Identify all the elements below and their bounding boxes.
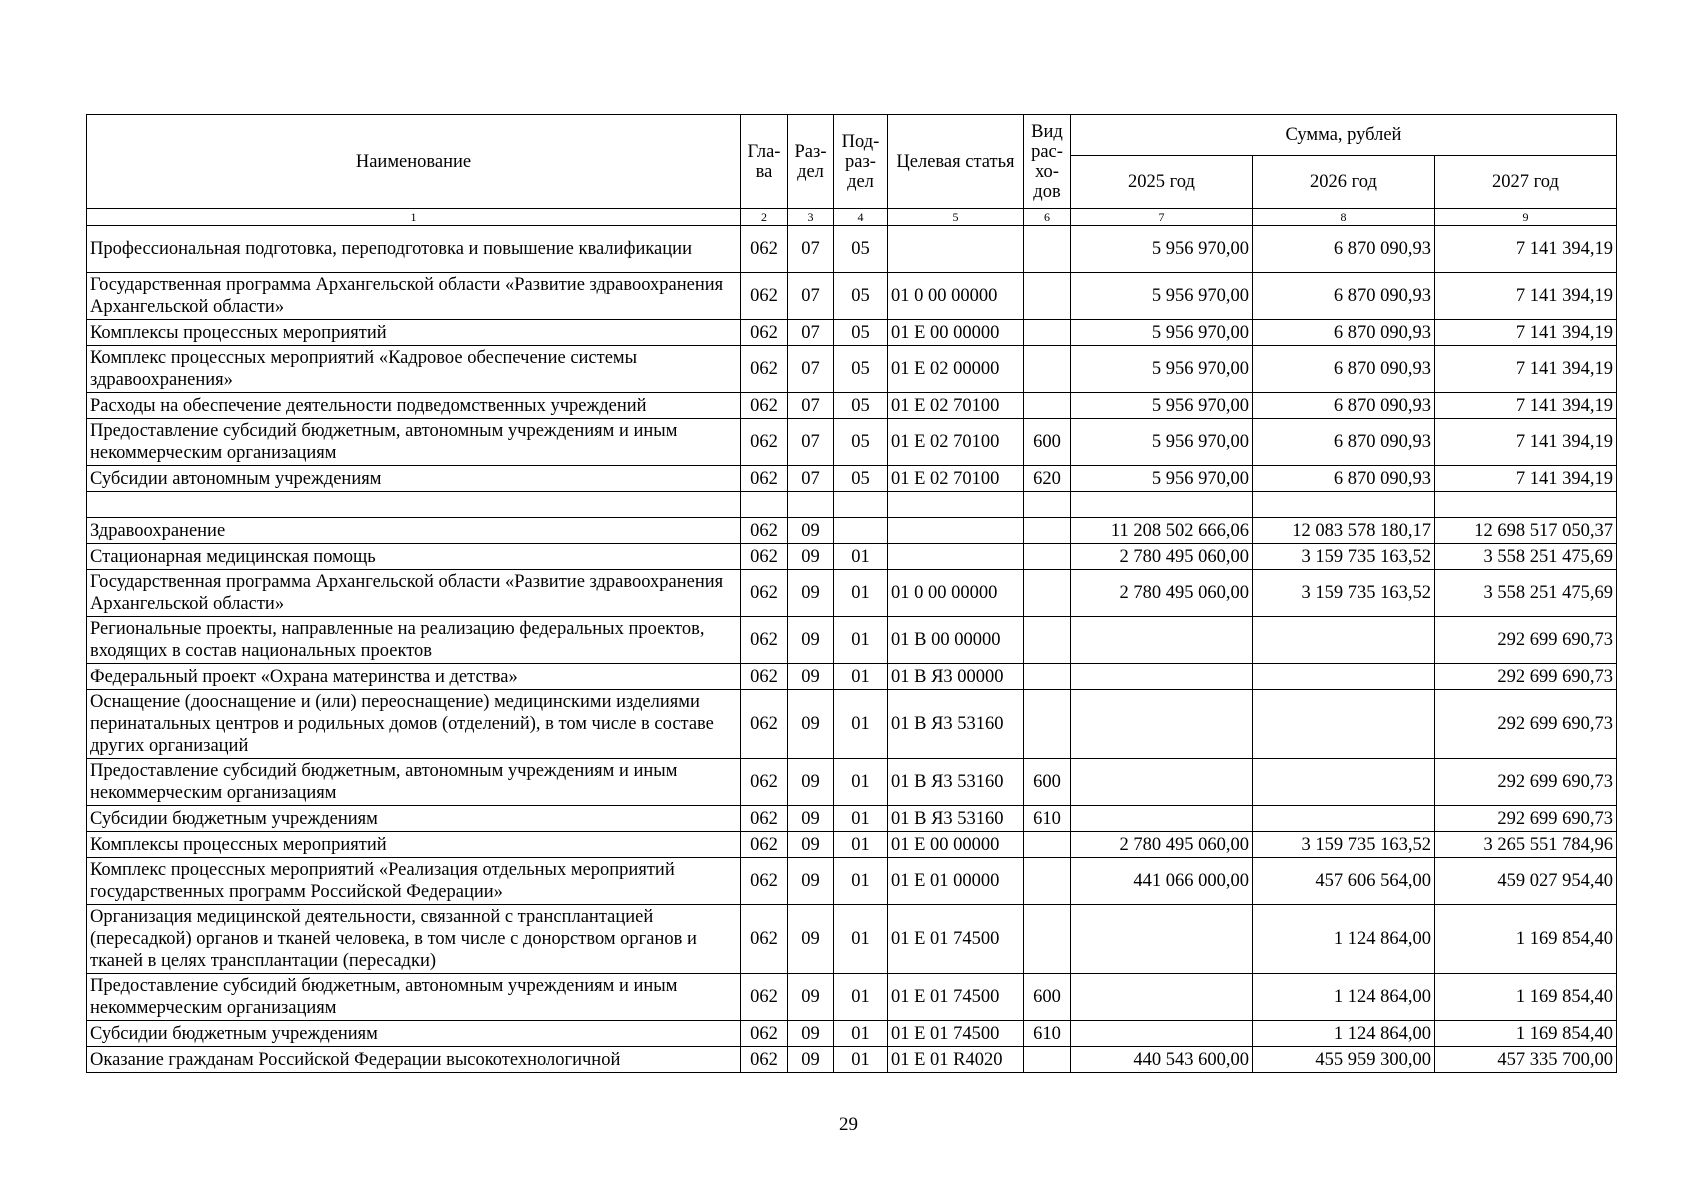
table-row bbox=[87, 905, 1617, 974]
header-summa: Сумма, рублей bbox=[1071, 115, 1617, 156]
row-name: Субсидии бюджетным учреждениям bbox=[87, 806, 741, 832]
row-sum-2026: 6 870 090,93 bbox=[1253, 273, 1435, 320]
row-tselevaya-statya: 01 Е 01 00000 bbox=[888, 858, 1024, 905]
row-razdel: 09 bbox=[788, 1021, 834, 1047]
row-sum-2025 bbox=[1071, 759, 1253, 806]
table-row bbox=[87, 1021, 1617, 1047]
row-glava: 062 bbox=[741, 858, 788, 905]
row-name: Профессиональная подготовка, переподготовка и повышение квалификации bbox=[87, 226, 741, 273]
row-glava: 062 bbox=[741, 759, 788, 806]
row-glava: 062 bbox=[741, 1047, 788, 1073]
row-razdel: 09 bbox=[788, 1047, 834, 1073]
row-sum-2025 bbox=[1071, 492, 1253, 518]
row-vid-raskhodov bbox=[1024, 858, 1071, 905]
row-sum-2025 bbox=[1071, 1021, 1253, 1047]
row-podrazdel: 05 bbox=[834, 419, 888, 466]
row-sum-2025: 5 956 970,00 bbox=[1071, 393, 1253, 419]
table-row bbox=[87, 690, 1617, 759]
row-tselevaya-statya bbox=[888, 518, 1024, 544]
row-sum-2027: 7 141 394,19 bbox=[1435, 346, 1617, 393]
row-sum-2026: 3 159 735 163,52 bbox=[1253, 544, 1435, 570]
table-body bbox=[87, 226, 1617, 1073]
row-podrazdel: 01 bbox=[834, 544, 888, 570]
row-tselevaya-statya: 01 В 00 00000 bbox=[888, 617, 1024, 664]
row-tselevaya-statya: 01 В Я3 53160 bbox=[888, 759, 1024, 806]
row-glava: 062 bbox=[741, 974, 788, 1021]
row-tselevaya-statya: 01 0 00 00000 bbox=[888, 570, 1024, 617]
header-year-2027: 2027 год bbox=[1435, 156, 1617, 209]
row-vid-raskhodov bbox=[1024, 273, 1071, 320]
row-glava: 062 bbox=[741, 393, 788, 419]
column-number: 7 bbox=[1071, 209, 1253, 226]
table-row bbox=[87, 617, 1617, 664]
row-sum-2026: 6 870 090,93 bbox=[1253, 320, 1435, 346]
row-sum-2027: 7 141 394,19 bbox=[1435, 273, 1617, 320]
table-row bbox=[87, 466, 1617, 492]
row-glava: 062 bbox=[741, 320, 788, 346]
row-sum-2025: 2 780 495 060,00 bbox=[1071, 832, 1253, 858]
row-tselevaya-statya: 01 Е 01 74500 bbox=[888, 974, 1024, 1021]
row-glava: 062 bbox=[741, 570, 788, 617]
row-sum-2027: 7 141 394,19 bbox=[1435, 320, 1617, 346]
row-sum-2027: 292 699 690,73 bbox=[1435, 690, 1617, 759]
row-sum-2026: 6 870 090,93 bbox=[1253, 226, 1435, 273]
row-vid-raskhodov: 610 bbox=[1024, 806, 1071, 832]
row-sum-2025: 5 956 970,00 bbox=[1071, 320, 1253, 346]
row-podrazdel: 01 bbox=[834, 664, 888, 690]
row-podrazdel: 05 bbox=[834, 273, 888, 320]
row-sum-2026: 3 159 735 163,52 bbox=[1253, 832, 1435, 858]
row-sum-2027: 7 141 394,19 bbox=[1435, 393, 1617, 419]
row-sum-2026 bbox=[1253, 617, 1435, 664]
row-tselevaya-statya bbox=[888, 544, 1024, 570]
row-sum-2026: 6 870 090,93 bbox=[1253, 393, 1435, 419]
row-sum-2027: 292 699 690,73 bbox=[1435, 664, 1617, 690]
header-podrazdel: Под-раз-дел bbox=[834, 115, 888, 209]
row-sum-2025: 5 956 970,00 bbox=[1071, 226, 1253, 273]
table-header bbox=[87, 115, 1617, 226]
row-sum-2025: 11 208 502 666,06 bbox=[1071, 518, 1253, 544]
row-razdel: 09 bbox=[788, 664, 834, 690]
row-podrazdel: 01 bbox=[834, 617, 888, 664]
row-razdel: 09 bbox=[788, 974, 834, 1021]
row-tselevaya-statya: 01 Е 01 74500 bbox=[888, 1021, 1024, 1047]
row-vid-raskhodov bbox=[1024, 617, 1071, 664]
page-number: 29 bbox=[839, 1114, 858, 1135]
row-glava: 062 bbox=[741, 273, 788, 320]
row-name: Комплексы процессных мероприятий bbox=[87, 320, 741, 346]
row-sum-2027: 7 141 394,19 bbox=[1435, 419, 1617, 466]
row-podrazdel: 01 bbox=[834, 806, 888, 832]
row-sum-2025 bbox=[1071, 905, 1253, 974]
row-vid-raskhodov: 600 bbox=[1024, 419, 1071, 466]
row-sum-2027: 7 141 394,19 bbox=[1435, 466, 1617, 492]
row-razdel: 09 bbox=[788, 806, 834, 832]
row-vid-raskhodov bbox=[1024, 570, 1071, 617]
row-sum-2025: 5 956 970,00 bbox=[1071, 346, 1253, 393]
row-razdel: 07 bbox=[788, 320, 834, 346]
row-podrazdel: 05 bbox=[834, 466, 888, 492]
row-glava: 062 bbox=[741, 664, 788, 690]
table-row bbox=[87, 1047, 1617, 1073]
row-glava: 062 bbox=[741, 518, 788, 544]
row-sum-2025: 441 066 000,00 bbox=[1071, 858, 1253, 905]
row-sum-2025 bbox=[1071, 806, 1253, 832]
row-tselevaya-statya: 01 Е 02 70100 bbox=[888, 419, 1024, 466]
row-sum-2027: 3 558 251 475,69 bbox=[1435, 544, 1617, 570]
column-number: 4 bbox=[834, 209, 888, 226]
row-name: Стационарная медицинская помощь bbox=[87, 544, 741, 570]
row-sum-2026: 455 959 300,00 bbox=[1253, 1047, 1435, 1073]
table-row bbox=[87, 419, 1617, 466]
header-glava: Гла-ва bbox=[741, 115, 788, 209]
table-row bbox=[87, 759, 1617, 806]
header-razdel: Раз-дел bbox=[788, 115, 834, 209]
row-sum-2026: 6 870 090,93 bbox=[1253, 346, 1435, 393]
row-razdel: 09 bbox=[788, 905, 834, 974]
row-tselevaya-statya: 01 Е 00 00000 bbox=[888, 320, 1024, 346]
row-sum-2026: 6 870 090,93 bbox=[1253, 466, 1435, 492]
row-sum-2027: 3 265 551 784,96 bbox=[1435, 832, 1617, 858]
row-name: Оказание гражданам Российской Федерации высокотехнологичной bbox=[87, 1047, 741, 1073]
row-vid-raskhodov bbox=[1024, 664, 1071, 690]
row-vid-raskhodov: 600 bbox=[1024, 759, 1071, 806]
row-name: Предоставление субсидий бюджетным, автономным учреждениям и иным некоммерческим организациям bbox=[87, 974, 741, 1021]
row-vid-raskhodov bbox=[1024, 393, 1071, 419]
column-number: 2 bbox=[741, 209, 788, 226]
row-name: Организация медицинской деятельности, связанной с трансплантацией (пересадкой) органов и тканей человека, в том числе с донорством органов и тканей в целях трансплантации (пересадки) bbox=[87, 905, 741, 974]
row-name: Государственная программа Архангельской области «Развитие здравоохранения Архангельской области» bbox=[87, 570, 741, 617]
row-podrazdel: 05 bbox=[834, 320, 888, 346]
row-razdel: 07 bbox=[788, 226, 834, 273]
row-tselevaya-statya: 01 Е 02 00000 bbox=[888, 346, 1024, 393]
row-razdel: 09 bbox=[788, 544, 834, 570]
row-glava bbox=[741, 492, 788, 518]
row-podrazdel: 05 bbox=[834, 226, 888, 273]
row-podrazdel: 05 bbox=[834, 393, 888, 419]
column-numbers-row bbox=[87, 209, 1617, 226]
row-vid-raskhodov bbox=[1024, 320, 1071, 346]
budget-table bbox=[86, 114, 1617, 1073]
row-sum-2027 bbox=[1435, 492, 1617, 518]
row-vid-raskhodov bbox=[1024, 518, 1071, 544]
row-razdel: 07 bbox=[788, 466, 834, 492]
row-podrazdel: 01 bbox=[834, 570, 888, 617]
table-row bbox=[87, 664, 1617, 690]
row-vid-raskhodov bbox=[1024, 1047, 1071, 1073]
row-name: Субсидии бюджетным учреждениям bbox=[87, 1021, 741, 1047]
row-vid-raskhodov bbox=[1024, 492, 1071, 518]
header-tselevaya-statya: Целевая статья bbox=[888, 115, 1024, 209]
row-vid-raskhodov: 610 bbox=[1024, 1021, 1071, 1047]
table-row bbox=[87, 346, 1617, 393]
row-razdel: 09 bbox=[788, 832, 834, 858]
header-vid-raskhodov: Вид рас-хо-дов bbox=[1024, 115, 1071, 209]
table-row bbox=[87, 226, 1617, 273]
row-tselevaya-statya: 01 Е 00 00000 bbox=[888, 832, 1024, 858]
row-tselevaya-statya: 01 В Я3 53160 bbox=[888, 690, 1024, 759]
row-name: Комплекс процессных мероприятий «Кадровое обеспечение системы здравоохранения» bbox=[87, 346, 741, 393]
row-sum-2026 bbox=[1253, 759, 1435, 806]
table-row bbox=[87, 570, 1617, 617]
row-tselevaya-statya: 01 Е 02 70100 bbox=[888, 393, 1024, 419]
header-name: Наименование bbox=[87, 115, 741, 209]
row-glava: 062 bbox=[741, 419, 788, 466]
row-vid-raskhodov bbox=[1024, 346, 1071, 393]
row-name: Комплексы процессных мероприятий bbox=[87, 832, 741, 858]
row-sum-2026: 1 124 864,00 bbox=[1253, 905, 1435, 974]
row-tselevaya-statya: 01 Е 01 R4020 bbox=[888, 1047, 1024, 1073]
row-vid-raskhodov bbox=[1024, 905, 1071, 974]
row-sum-2027: 292 699 690,73 bbox=[1435, 759, 1617, 806]
row-podrazdel: 01 bbox=[834, 858, 888, 905]
row-sum-2027: 457 335 700,00 bbox=[1435, 1047, 1617, 1073]
row-glava: 062 bbox=[741, 617, 788, 664]
row-name: Федеральный проект «Охрана материнства и детства» bbox=[87, 664, 741, 690]
column-number: 5 bbox=[888, 209, 1024, 226]
row-podrazdel: 05 bbox=[834, 346, 888, 393]
row-name: Оснащение (дооснащение и (или) переоснащение) медицинскими изделиями перинатальных центров и родильных домов (отделений), в том числе в составе других организаций bbox=[87, 690, 741, 759]
row-podrazdel bbox=[834, 518, 888, 544]
row-name: Комплекс процессных мероприятий «Реализация отдельных мероприятий государственных программ Российской Федерации» bbox=[87, 858, 741, 905]
row-sum-2025 bbox=[1071, 974, 1253, 1021]
table-row bbox=[87, 858, 1617, 905]
column-number: 1 bbox=[87, 209, 741, 226]
row-vid-raskhodov bbox=[1024, 544, 1071, 570]
row-glava: 062 bbox=[741, 1021, 788, 1047]
row-sum-2026: 1 124 864,00 bbox=[1253, 974, 1435, 1021]
row-glava: 062 bbox=[741, 346, 788, 393]
row-sum-2026: 3 159 735 163,52 bbox=[1253, 570, 1435, 617]
row-sum-2027: 3 558 251 475,69 bbox=[1435, 570, 1617, 617]
row-sum-2025: 5 956 970,00 bbox=[1071, 419, 1253, 466]
table-row bbox=[87, 393, 1617, 419]
row-razdel: 09 bbox=[788, 759, 834, 806]
column-number: 6 bbox=[1024, 209, 1071, 226]
row-tselevaya-statya bbox=[888, 226, 1024, 273]
row-name: Субсидии автономным учреждениям bbox=[87, 466, 741, 492]
row-sum-2026 bbox=[1253, 690, 1435, 759]
row-podrazdel: 01 bbox=[834, 832, 888, 858]
row-sum-2025: 2 780 495 060,00 bbox=[1071, 570, 1253, 617]
row-razdel: 09 bbox=[788, 858, 834, 905]
row-glava: 062 bbox=[741, 226, 788, 273]
table-row bbox=[87, 273, 1617, 320]
row-razdel: 09 bbox=[788, 690, 834, 759]
row-sum-2027: 7 141 394,19 bbox=[1435, 226, 1617, 273]
row-sum-2027: 292 699 690,73 bbox=[1435, 617, 1617, 664]
row-vid-raskhodov: 600 bbox=[1024, 974, 1071, 1021]
row-podrazdel bbox=[834, 492, 888, 518]
row-sum-2025 bbox=[1071, 690, 1253, 759]
row-podrazdel: 01 bbox=[834, 974, 888, 1021]
row-razdel: 09 bbox=[788, 518, 834, 544]
row-vid-raskhodov bbox=[1024, 832, 1071, 858]
table-row bbox=[87, 492, 1617, 518]
table-row bbox=[87, 832, 1617, 858]
row-name bbox=[87, 492, 741, 518]
header-year-2026: 2026 год bbox=[1253, 156, 1435, 209]
row-tselevaya-statya: 01 В Я3 53160 bbox=[888, 806, 1024, 832]
row-glava: 062 bbox=[741, 832, 788, 858]
row-razdel: 09 bbox=[788, 570, 834, 617]
row-razdel: 07 bbox=[788, 346, 834, 393]
row-sum-2026: 12 083 578 180,17 bbox=[1253, 518, 1435, 544]
row-sum-2025 bbox=[1071, 664, 1253, 690]
column-number: 8 bbox=[1253, 209, 1435, 226]
row-vid-raskhodov bbox=[1024, 226, 1071, 273]
row-glava: 062 bbox=[741, 690, 788, 759]
row-sum-2026 bbox=[1253, 806, 1435, 832]
row-tselevaya-statya bbox=[888, 492, 1024, 518]
row-glava: 062 bbox=[741, 806, 788, 832]
row-name: Предоставление субсидий бюджетным, автономным учреждениям и иным некоммерческим организациям bbox=[87, 759, 741, 806]
row-sum-2027: 12 698 517 050,37 bbox=[1435, 518, 1617, 544]
row-sum-2026: 1 124 864,00 bbox=[1253, 1021, 1435, 1047]
row-tselevaya-statya: 01 0 00 00000 bbox=[888, 273, 1024, 320]
row-name: Государственная программа Архангельской области «Развитие здравоохранения Архангельской области» bbox=[87, 273, 741, 320]
row-sum-2026: 457 606 564,00 bbox=[1253, 858, 1435, 905]
row-glava: 062 bbox=[741, 905, 788, 974]
row-name: Региональные проекты, направленные на реализацию федеральных проектов, входящих в состав национальных проектов bbox=[87, 617, 741, 664]
row-tselevaya-statya: 01 Е 02 70100 bbox=[888, 466, 1024, 492]
header-year-2025: 2025 год bbox=[1071, 156, 1253, 209]
row-razdel bbox=[788, 492, 834, 518]
row-vid-raskhodov: 620 bbox=[1024, 466, 1071, 492]
table-row bbox=[87, 320, 1617, 346]
column-number: 3 bbox=[788, 209, 834, 226]
row-sum-2025: 5 956 970,00 bbox=[1071, 273, 1253, 320]
row-glava: 062 bbox=[741, 544, 788, 570]
row-razdel: 07 bbox=[788, 273, 834, 320]
row-podrazdel: 01 bbox=[834, 905, 888, 974]
row-name: Здравоохранение bbox=[87, 518, 741, 544]
row-sum-2025: 440 543 600,00 bbox=[1071, 1047, 1253, 1073]
row-sum-2027: 459 027 954,40 bbox=[1435, 858, 1617, 905]
row-name: Предоставление субсидий бюджетным, автономным учреждениям и иным некоммерческим организациям bbox=[87, 419, 741, 466]
column-number: 9 bbox=[1435, 209, 1617, 226]
row-sum-2027: 1 169 854,40 bbox=[1435, 974, 1617, 1021]
row-razdel: 09 bbox=[788, 617, 834, 664]
row-razdel: 07 bbox=[788, 393, 834, 419]
row-sum-2026 bbox=[1253, 664, 1435, 690]
table-row bbox=[87, 518, 1617, 544]
row-sum-2027: 292 699 690,73 bbox=[1435, 806, 1617, 832]
row-sum-2026 bbox=[1253, 492, 1435, 518]
row-tselevaya-statya: 01 В Я3 00000 bbox=[888, 664, 1024, 690]
row-sum-2027: 1 169 854,40 bbox=[1435, 1021, 1617, 1047]
row-sum-2026: 6 870 090,93 bbox=[1253, 419, 1435, 466]
table-row bbox=[87, 974, 1617, 1021]
row-glava: 062 bbox=[741, 466, 788, 492]
table-row bbox=[87, 806, 1617, 832]
row-razdel: 07 bbox=[788, 419, 834, 466]
row-podrazdel: 01 bbox=[834, 690, 888, 759]
row-name: Расходы на обеспечение деятельности подведомственных учреждений bbox=[87, 393, 741, 419]
row-sum-2025 bbox=[1071, 617, 1253, 664]
row-sum-2027: 1 169 854,40 bbox=[1435, 905, 1617, 974]
row-podrazdel: 01 bbox=[834, 759, 888, 806]
row-vid-raskhodov bbox=[1024, 690, 1071, 759]
table-row bbox=[87, 544, 1617, 570]
row-podrazdel: 01 bbox=[834, 1021, 888, 1047]
row-sum-2025: 2 780 495 060,00 bbox=[1071, 544, 1253, 570]
row-podrazdel: 01 bbox=[834, 1047, 888, 1073]
row-tselevaya-statya: 01 Е 01 74500 bbox=[888, 905, 1024, 974]
row-sum-2025: 5 956 970,00 bbox=[1071, 466, 1253, 492]
